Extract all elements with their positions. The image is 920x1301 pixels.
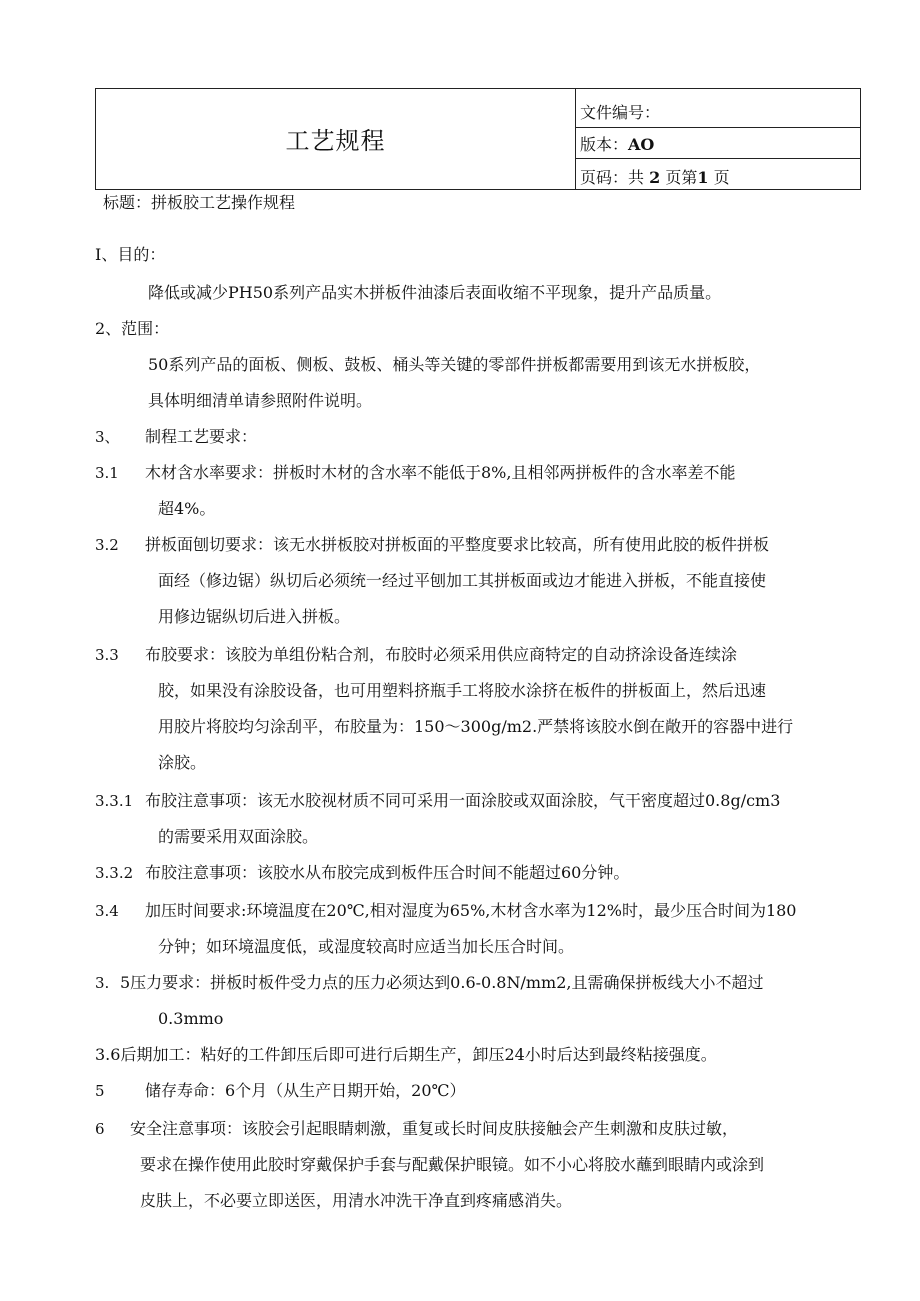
section-3-3-2-number: 3.3.2 bbox=[95, 864, 134, 882]
section-3-5-text: 5压力要求：拼板时板件受力点的压力必须达到0.6-0.8N∕mm2,且需确保拼板线大小不超过 bbox=[120, 973, 764, 992]
section-2-heading: 2、范围： bbox=[95, 319, 170, 338]
version-label: 版本： bbox=[580, 135, 629, 154]
version-row bbox=[576, 135, 860, 155]
section-5-text: 储存寿命：6个月（从生产日期开始，20℃） bbox=[145, 1081, 466, 1100]
section-3-3-1-text: 的需要采用双面涂胶。 bbox=[158, 827, 319, 846]
document-subject: 标题：拼板胶工艺操作规程 bbox=[103, 193, 296, 212]
section-6-text: 安全注意事项：该胶会引起眼睛刺激，重复或长时间皮肤接触会产生刺激和皮肤过敏， bbox=[130, 1119, 739, 1138]
section-3-heading: 制程工艺要求： bbox=[145, 427, 258, 446]
section-3-1-number: 3.1 bbox=[95, 464, 119, 482]
section-3-3-number: 3.3 bbox=[95, 646, 119, 664]
section-3-5-number: 3. bbox=[95, 974, 110, 992]
section-3-4-number: 3.4 bbox=[95, 902, 119, 920]
section-2-text: 50系列产品的面板、侧板、鼓板、桶头等关键的零部件拼板都需要用到该无水拼板胶， bbox=[148, 355, 761, 374]
section-2-text: 具体明细清单请参照附件说明。 bbox=[148, 391, 373, 410]
section-6-number: 6 bbox=[95, 1120, 105, 1138]
meta-cell bbox=[576, 89, 860, 189]
section-1-text: 降低或减少PH50系列产品实木拼板件油漆后表面收缩不平现象，提升产品质量。 bbox=[148, 283, 722, 302]
page-current: 1 bbox=[697, 168, 709, 187]
version-value: AO bbox=[628, 135, 655, 154]
document-title: 工艺规程 bbox=[285, 126, 386, 155]
section-3-6-text: 3.6后期加工：粘好的工件卸压后即可进行后期生产，卸压24小时后达到最终粘接强度。 bbox=[95, 1045, 717, 1064]
page-label: 页 bbox=[713, 168, 730, 187]
header-table bbox=[95, 88, 861, 190]
section-1-heading: I、目的： bbox=[95, 245, 166, 264]
section-3-3-text: 用胶片将胶均匀涂刮平，布胶量为：150～300g∕m2.严禁将该胶水倒在敞开的容器中进行 bbox=[158, 717, 794, 736]
section-6-text: 要求在操作使用此胶时穿戴保护手套与配戴保护眼镜。如不小心将胶水蘸到眼睛内或涂到 bbox=[140, 1155, 765, 1174]
title-cell bbox=[96, 89, 576, 189]
section-3-3-text: 涂胶。 bbox=[158, 753, 207, 772]
file-number-row bbox=[576, 103, 860, 123]
section-3-2-text: 拼板面刨切要求：该无水拼板胶对拼板面的平整度要求比较高，所有使用此胶的板件拼板 bbox=[145, 535, 770, 554]
section-3-3-text: 胶，如果没有涂胶设备，也可用塑料挤瓶手工将胶水涂挤在板件的拼板面上，然后迅速 bbox=[158, 681, 767, 700]
section-3-3-2-text: 布胶注意事项：该胶水从布胶完成到板件压合时间不能超过60分钟。 bbox=[145, 863, 630, 882]
section-3-4-text: 分钟；如环境温度低，或湿度较高时应适当加长压合时间。 bbox=[158, 937, 575, 956]
section-3-3-1-number: 3.3.1 bbox=[95, 792, 134, 810]
section-3-2-number: 3.2 bbox=[95, 536, 119, 554]
section-3-5-text: 0.3mmo bbox=[158, 1009, 224, 1028]
section-5-number: 5 bbox=[95, 1082, 105, 1100]
section-6-text: 皮肤上，不必要立即送医，用清水冲洗干净直到疼痛感消失。 bbox=[140, 1191, 573, 1210]
meta-divider bbox=[576, 127, 860, 128]
section-3-1-text: 木材含水率要求：拼板时木材的含水率不能低于8%,且相邻两拼板件的含水率差不能 bbox=[145, 463, 736, 482]
page-row bbox=[576, 168, 860, 188]
page-total: 2 bbox=[649, 168, 661, 187]
section-3-2-text: 用修边锯纵切后进入拼板。 bbox=[158, 607, 351, 626]
section-3-3-1-text: 布胶注意事项：该无水胶视材质不同可采用一面涂胶或双面涂胶，气干密度超过0.8g∕cm3 bbox=[145, 791, 781, 810]
page-label: 页第 bbox=[665, 168, 698, 187]
section-3-3-text: 布胶要求：该胶为单组份粘合剂，布胶时必须采用供应商特定的自动挤涂设备连续涂 bbox=[145, 645, 738, 664]
section-3-4-text: 加压时间要求:环境温度在20℃,相对湿度为65%,木材含水率为12%时，最少压合时间为180 bbox=[145, 901, 797, 920]
page-label: 页码：共 bbox=[580, 168, 645, 187]
meta-divider bbox=[576, 158, 860, 159]
section-3-number: 3、 bbox=[95, 428, 120, 446]
file-number-label: 文件编号： bbox=[580, 103, 661, 122]
section-3-1-text: 超4%。 bbox=[158, 499, 216, 518]
section-3-2-text: 面经（修边锯）纵切后必须统一经过平刨加工其拼板面或边才能进入拼板，不能直接使 bbox=[158, 571, 767, 590]
